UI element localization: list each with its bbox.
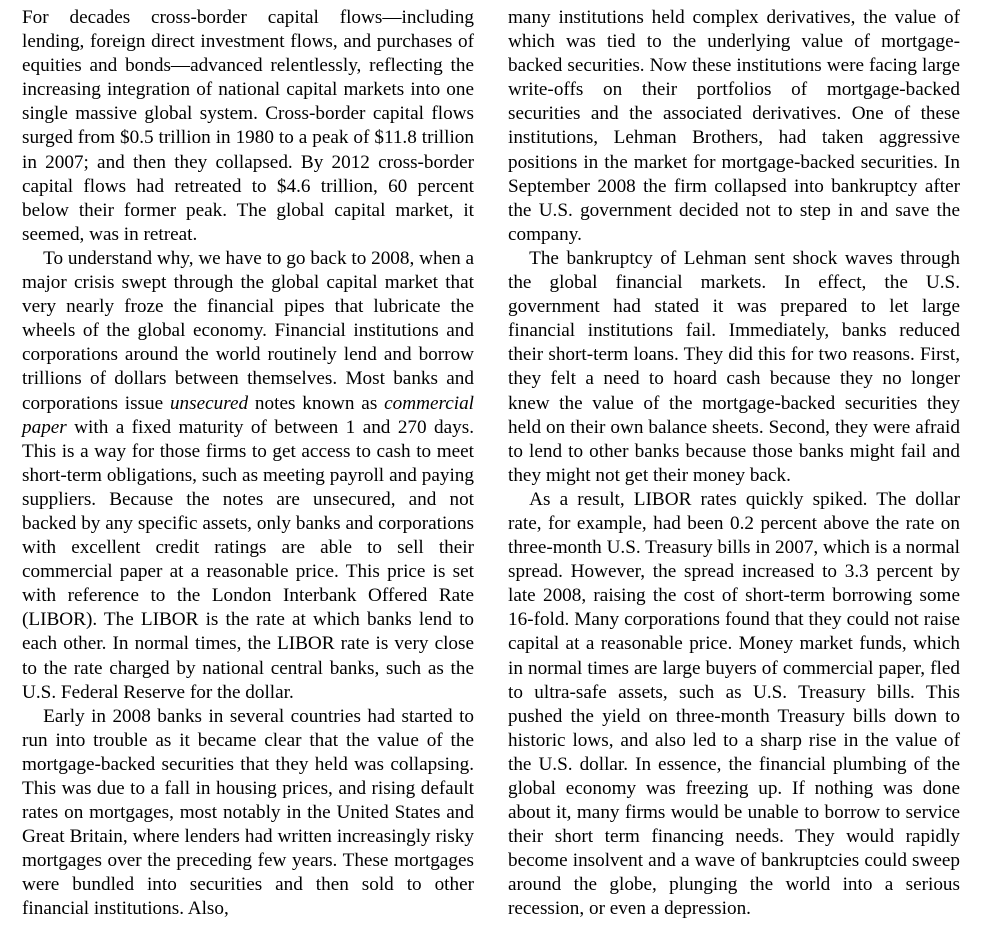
paragraph-segment-text: with a fixed maturity of between 1 and 270 days. This is a way for those firms to get access to cash to meet short-term obligations, such as meeting payroll and paying suppliers. Because the notes are unsecured, and not backed by any specific assets, only banks and corporations with excellent credit ratings are able to sell their commercial paper at a reasonable price. This price is set with reference to the London Interbank Offered Rate (LIBOR). The LIBOR is the rate at which banks lend to each other. In normal times, the LIBOR rate is very close to the rate charged by national central banks, such as the U.S. Federal Reserve for the dollar. [22,416,474,703]
left-column [22,6,474,942]
paragraph-segment-italic-commercial-paper: commercial paper [22,392,474,438]
paragraph-lehman-bankruptcy: The bankruptcy of Lehman sent shock waves through the global financial markets. In effect, the U.S. government had stated it was prepared to let large financial institutions fail. Immediately, banks reduced their short-term loans. They did this for two reasons. First, they felt a need to hoard cash because they no longer knew the value of the mortgage-backed securities they held on their own balance sheets. Second, they were afraid to lend to other banks because those banks might fail and they might not get their money back. [508,247,960,486]
paragraph-segment-italic-unsecured: unsecured [169,392,249,414]
paragraph-crisis-2008 [22,247,474,705]
paragraph-early-2008: Early in 2008 banks in several countries had started to run into trouble as it became clear that the value of the mortgage-backed securities that they held was collapsing. This was due to a fall in housing prices, and rising default rates on mortgages, most notably in the United States and Great Britain, where lenders had written increasingly risky mortgages over the preceding few years. These mortgages were bundled into securities and then sold to other financial institutions. Also, [22,705,474,920]
paragraph-segment-text: To understand why, we have to go back to 2008, when a major crisis swept through the global capital market that very nearly froze the financial pipes that lubricate the wheels of the global economy. Financial institutions and corporations around the world routinely lend and borrow trillions of dollars between themselves. Most banks and corporations issue [22,247,474,414]
paragraph-capital-flows: For decades cross-border capital flows—including lending, foreign direct investment flows, and purchases of equities and bonds—advanced relentlessly, reflecting the increasing integration of national capital markets into one single massive global system. Cross-border capital flows surged from $0.5 trillion in 1980 to a peak of $11.8 trillion in 2007; and then they collapsed. By 2012 cross-border capital flows had retreated to $4.6 trillion, 60 percent below their former peak. The global capital market, it seemed, was in retreat. [22,7,474,245]
paragraph-libor-spike: As a result, LIBOR rates quickly spiked. The dollar rate, for example, had been 0.2 percent above the rate on three-month U.S. Treasury bills in 2007, which is a normal spread. However, the spread increased to 3.3 percent by late 2008, raising the cost of short-term borrowing some 16-fold. Many corporations found that they could not raise capital at a reasonable price. Money market funds, which in normal times are large buyers of commercial paper, fled to ultra-safe assets, such as U.S. Treasury bills. This pushed the yield on three-month Treasury bills down to historic lows, and also led to a sharp rise in the value of the U.S. dollar. In essence, the financial plumbing of the global economy was freezing up. If nothing was done about it, many firms would be unable to borrow to service their short term financing needs. They would rapidly become insolvent and a wave of bankruptcies could sweep around the globe, plunging the world into a serious recession, or even a depression. [508,488,960,920]
paragraph-derivatives: many institutions held complex derivatives, the value of which was tied to the underlying value of mortgage-backed securities. Now these institutions were facing large write-offs on their portfolios of mortgage-backed securities and the associated derivatives. One of these institutions, Lehman Brothers, had taken aggressive positions in the market for mortgage-backed securities. In September 2008 the firm collapsed into bankruptcy after the U.S. government decided not to step in and save the company. [508,7,960,245]
paragraph-segment-text: notes known as [248,392,385,414]
right-column [508,6,960,942]
